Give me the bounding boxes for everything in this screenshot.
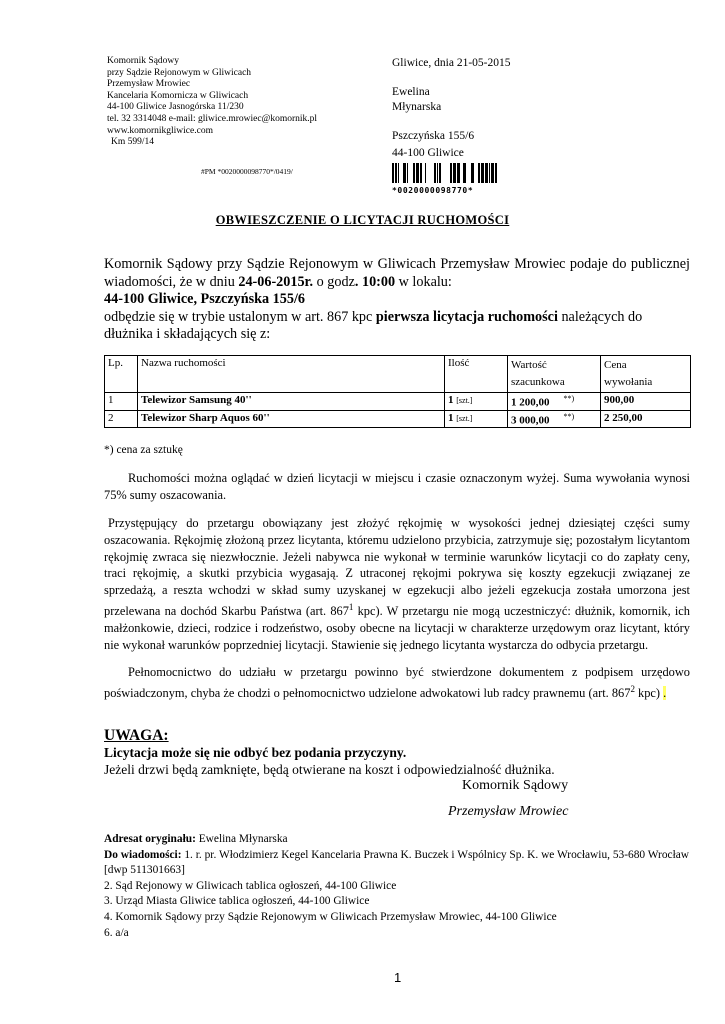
auction-place <box>104 291 690 309</box>
warning-line-2: Jeżeli drzwi będą zamknięte, będą otwierane na koszt i odpowiedzialność dłużnika. <box>104 762 555 777</box>
header-price-line1: Cena <box>604 359 627 371</box>
document-title: OBWIESZCZENIE O LICYTACJI RUCHOMOŚCI <box>215 213 510 227</box>
table-row <box>105 410 691 428</box>
cell-price: 900,00 <box>601 393 691 411</box>
proxy-text: Pełnomocnictwo do udziału w przetargu powinno być stwierdzone dokumentem z podpisem urzędowo poświadczonym, chyba że chodzi o pełnomocnictwo udzielone adwokatowi lub radcy prawnemu (art. 867 <box>104 665 690 700</box>
letterhead-line: Przemysław Mrowiec <box>107 79 191 90</box>
intro-text <box>104 256 690 291</box>
value-mark: **) <box>563 394 575 403</box>
footnote: *) cena za sztukę <box>104 444 183 456</box>
signature-name: Przemysław Mrowiec <box>448 804 569 819</box>
cell-qty <box>445 410 508 428</box>
cell-name: Telewizor Sharp Aquos 60'' <box>138 410 445 428</box>
cell-value <box>508 393 601 411</box>
addressee-name: Ewelina Młynarska <box>195 833 288 845</box>
article-superscript: 1 <box>348 601 354 612</box>
qty-unit: [szt.] <box>456 396 473 405</box>
cell-value <box>508 410 601 428</box>
distribution-list <box>104 832 704 941</box>
intro-part: należących do dłużnika i składających się z: <box>104 308 643 343</box>
deposit-paragraph <box>104 515 690 654</box>
place-separator: , <box>193 291 201 308</box>
header-lp: Lp. <box>105 356 138 393</box>
place-date: Gliwice, dnia 21-05-2015 <box>392 57 511 69</box>
barcode-bars <box>392 163 500 183</box>
cell-lp: 1 <box>105 393 138 411</box>
header-value-line1: Wartość <box>511 359 547 371</box>
letterhead-line: 44-100 Gliwice Jasnogórska 11/230 <box>107 102 244 113</box>
highlight-mark: . <box>663 685 667 700</box>
value-amount: 3 000,00 <box>511 414 550 427</box>
cc-item: 6. a/a <box>104 926 129 939</box>
viewing-paragraph: Ruchomości można oglądać w dzień licytacji w miejscu i czasie oznaczonym wyżej. Suma wywołania wynosi 75% sumy oszacowania. <box>104 471 690 502</box>
intro-part: Komornik Sądowy przy Sądzie Rejonowym w Gliwicach Przemysław Mrowiec podaje do publicznej wiadomości, że w dniu <box>104 256 690 290</box>
intro-part: w lokalu: <box>395 273 452 290</box>
intro-continuation <box>104 309 690 344</box>
cc-label: Do wiadomości: <box>104 848 182 861</box>
header-value-line2: szacunkowa <box>511 376 565 388</box>
recipient-address <box>392 129 474 160</box>
qty-unit: [szt.] <box>456 413 473 423</box>
items-table <box>104 355 691 428</box>
intro-part: o godz <box>313 273 355 290</box>
letterhead-line: przy Sądzie Rejonowym w Gliwicach <box>107 67 252 78</box>
barcode <box>392 163 500 195</box>
intro-paragraph <box>104 256 690 344</box>
addressee-label: Adresat oryginału: <box>104 833 196 845</box>
header-name: Nazwa ruchomości <box>138 356 445 393</box>
table-row <box>105 393 691 411</box>
letterhead-line: Kancelaria Komornicza w Gliwicach <box>107 90 249 101</box>
recipient-street: Pszczyńska 155/6 <box>392 130 475 142</box>
warning-line-1: Licytacja może się nie odbyć bez podania przyczyny. <box>104 745 407 760</box>
letterhead-line: tel. 32 3314048 e-mail: gliwice.mrowiec@komornik.pl <box>107 113 318 124</box>
header-value <box>508 356 601 393</box>
proxy-paragraph <box>104 664 690 702</box>
auction-time: . 10:00 <box>354 273 396 290</box>
warning-heading: UWAGA: <box>104 727 169 744</box>
case-number: Km 599/14 <box>111 137 155 148</box>
qty-value: 1 <box>448 394 454 406</box>
bailiff-letterhead <box>107 56 317 149</box>
value-mark: **) <box>563 411 575 421</box>
auction-date: 24-06-2015r. <box>238 273 314 290</box>
letterhead-line: www.komornikgliwice.com <box>107 125 213 136</box>
addressee-line <box>104 832 704 848</box>
auction-city: 44-100 Gliwice <box>104 291 194 308</box>
cell-qty <box>445 393 508 411</box>
proxy-text-cont: kpc) <box>634 685 664 700</box>
value-amount: 1 200,00 <box>511 396 550 409</box>
recipient-city: 44-100 Gliwice <box>392 146 464 159</box>
auction-street: Pszczyńska 155/6 <box>200 291 305 308</box>
cc-item: 3. Urząd Miasta Gliwice tablica ogłoszeń, 44-100 Gliwice <box>104 895 370 908</box>
header-qty: Ilość <box>445 356 508 393</box>
intro-part: odbędzie się w trybie ustalonym w art. 867 kpc <box>104 308 376 325</box>
pm-code: #PM *0020000098770*/0419/ <box>201 167 293 176</box>
header-price <box>601 356 691 393</box>
recipient-last-name: Młynarska <box>392 100 442 113</box>
qty-value: 1 <box>448 411 454 424</box>
letterhead-line: Komornik Sądowy <box>107 56 180 66</box>
warning-block <box>104 744 704 778</box>
table-header-row <box>105 356 691 393</box>
deposit-text: Przystępujący do przetargu obowiązany jest złożyć rękojmię w wysokości jednej dziesiątej części sumy oszacowania. Rękojmię złożoną przez licytanta, któremu udzielono przybicia, zatrzymuje się; pozostałym licytantom rękojmię zwraca się niezwłocznie. Jeżeli nabywca nie wykonał w terminie warunków licytacji co do zapłaty ceny, traci rękojmię, a skutki przybicia wygasają. Z utraconej rękojmi pokrywa się koszty egzekucji związanej ze sprzedażą, a reszta wchodzi w skład sumy uzyskanej w egzekucji albo jeżeli egzekucja została umorzona jest przelewana na dochód Skarbu Państwa (art. 867 <box>104 516 690 619</box>
cc-line <box>104 848 704 879</box>
cell-lp: 2 <box>105 410 138 428</box>
cell-name: Telewizor Samsung 40'' <box>138 393 445 411</box>
cc-item: 2. Sąd Rejonowy w Gliwicach tablica ogłoszeń, 44-100 Gliwice <box>104 879 397 892</box>
page-number: 1 <box>394 970 402 985</box>
recipient-block <box>392 85 441 114</box>
article-superscript: 2 <box>630 683 635 694</box>
cc-item: 1. r. pr. Włodzimierz Kegel Kancelaria Prawna K. Buczek i Wspólnicy Sp. K. we Wrocławiu, 53-680 Wrocław [dwp 511301663] <box>104 848 690 877</box>
auction-kind: pierwsza licytacja ruchomości <box>375 308 558 325</box>
header-price-line2: wywołania <box>604 376 653 388</box>
deposit-text-cont: kpc). W przetargu nie mogą uczestniczyć: dłużnik, komornik, ich małżonkowie, dzieci, rodzice i rodzeństwo, osoby obecne na licytacji w charakterze urzędowym oraz licytant, który nie wykonał warunków poprzedniej licytacji. Stawienie się jednego licytanta wystarcza do odbycia przetargu. <box>104 604 690 652</box>
recipient-first-name: Ewelina <box>392 86 430 98</box>
cell-price: 2 250,00 <box>601 410 691 428</box>
barcode-text: *0020000098770* <box>392 186 474 195</box>
signature-title: Komornik Sądowy <box>462 778 569 793</box>
cc-item: 4. Komornik Sądowy przy Sądzie Rejonowym w Gliwicach Przemysław Mrowiec, 44-100 Gliwice <box>104 910 557 923</box>
